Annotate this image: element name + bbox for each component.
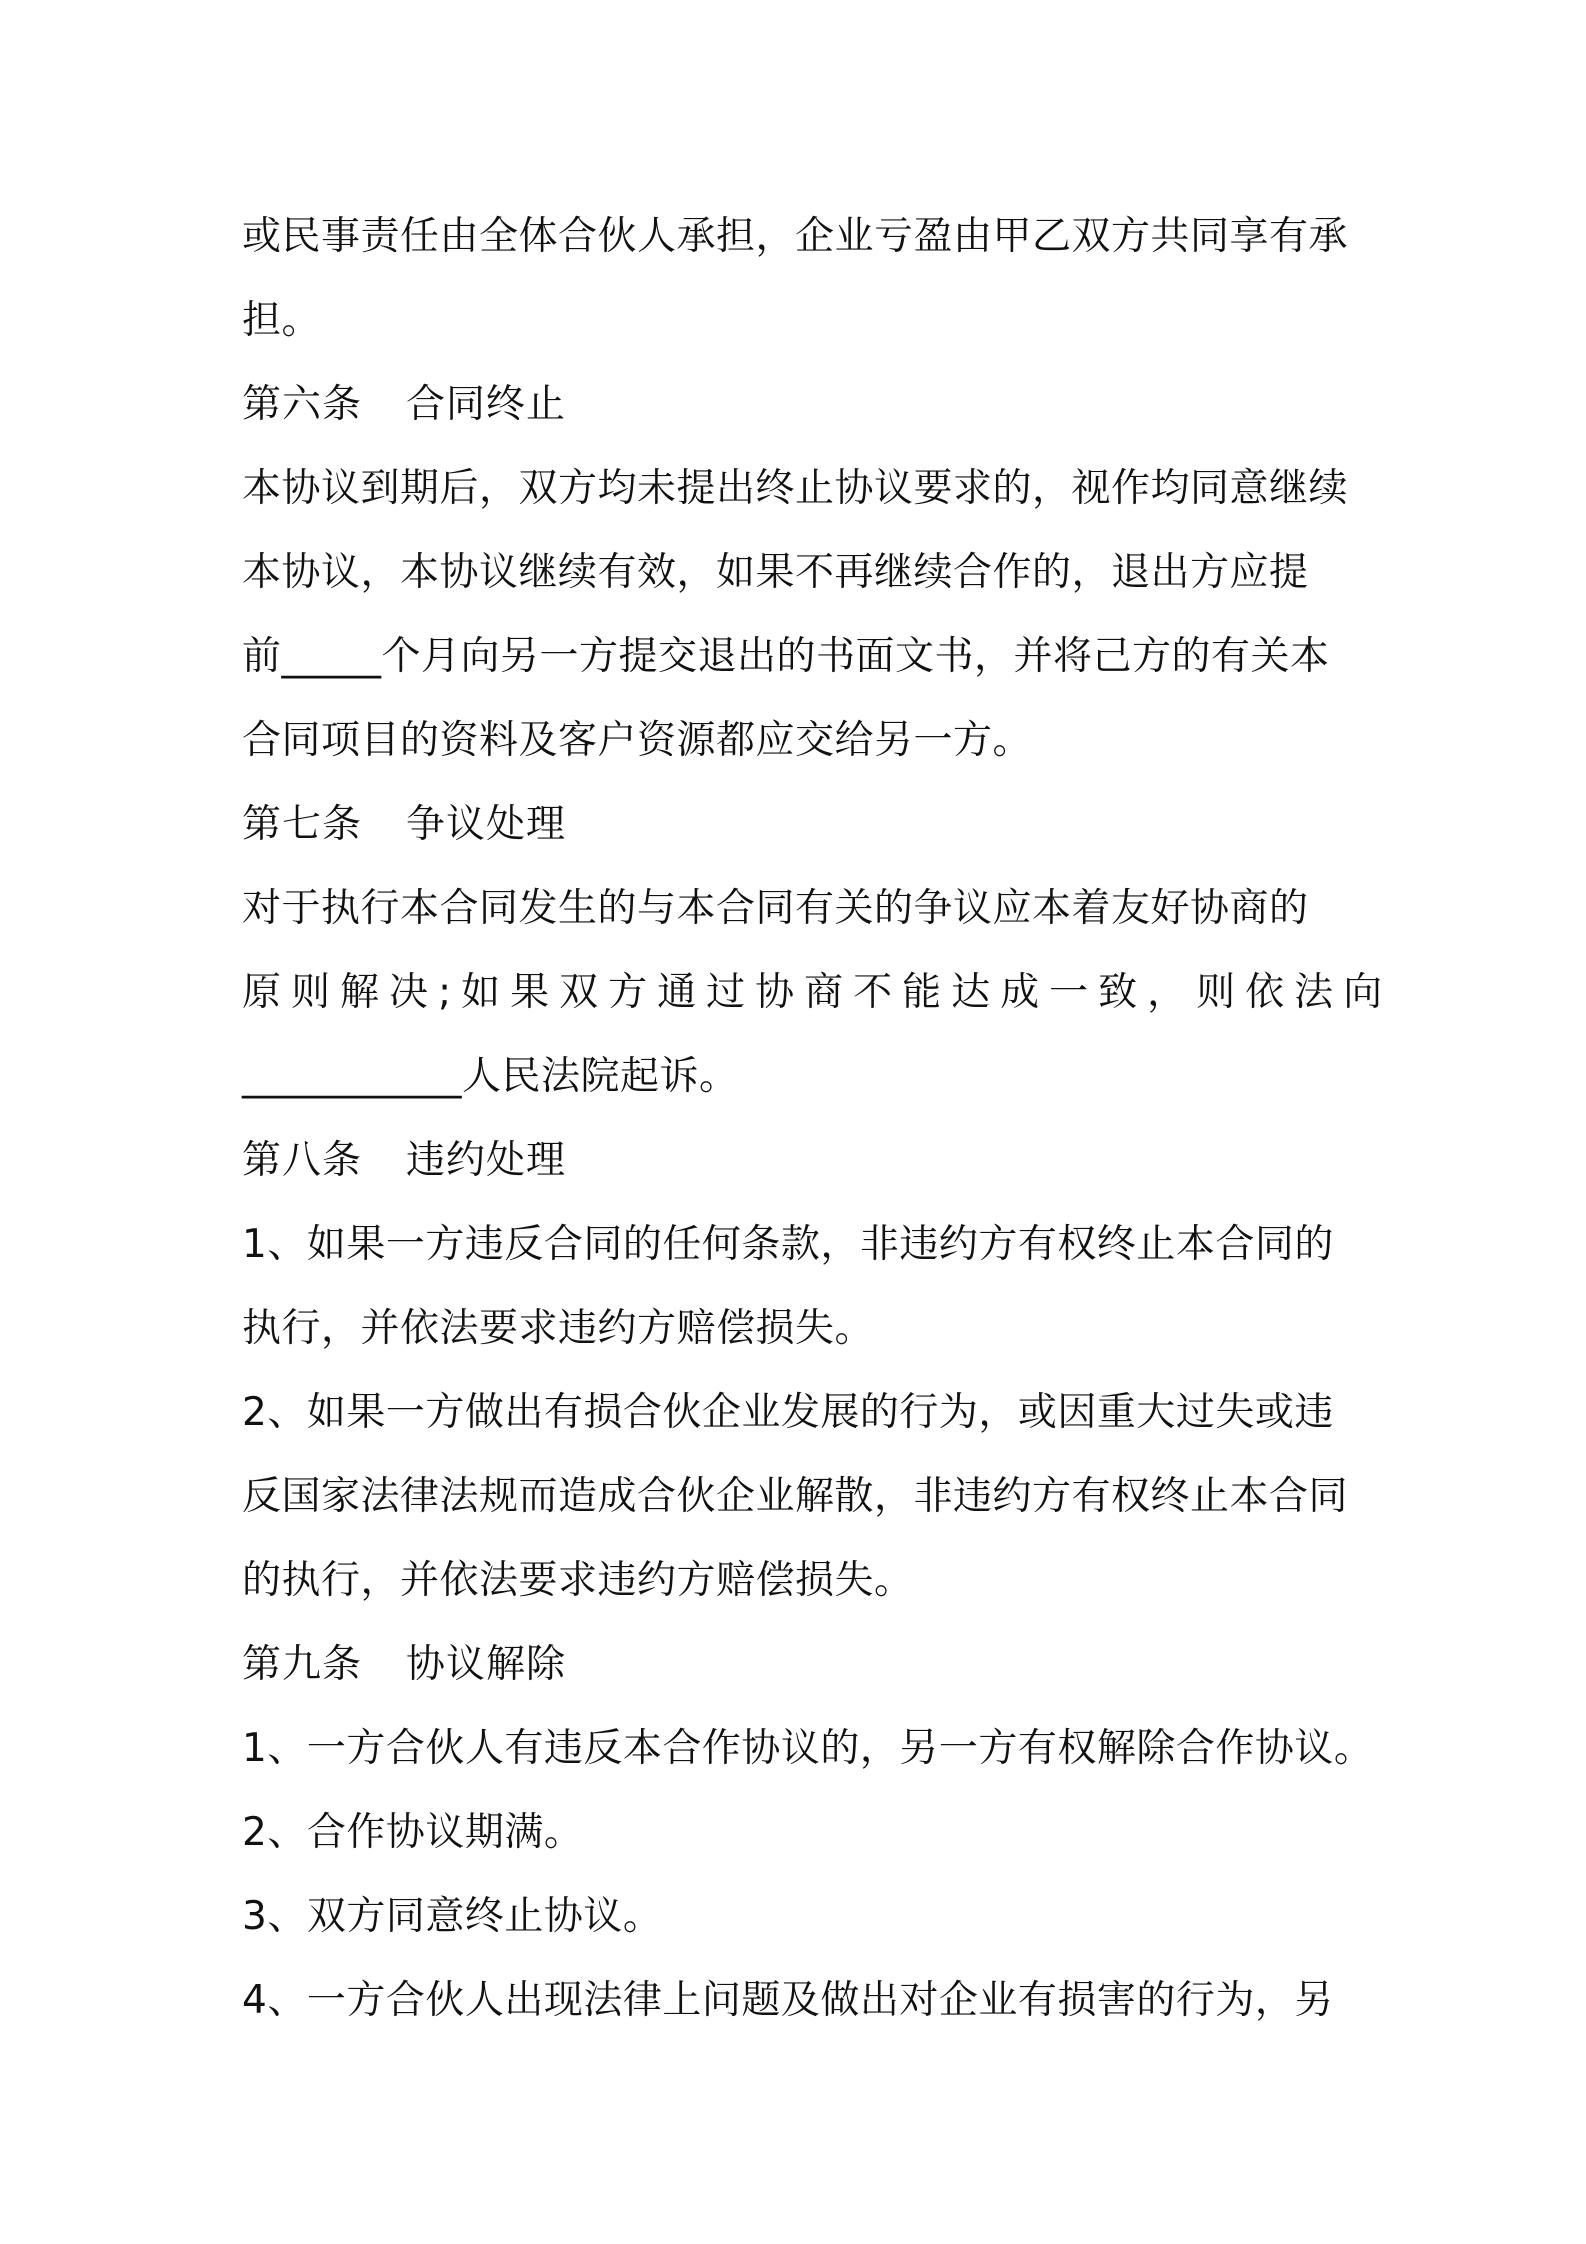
article-heading-9: [242, 1623, 1362, 1707]
article-title: 违约处理: [406, 1138, 567, 1183]
text-line: 前_____个月向另一方提交退出的书面文书，并将己方的有关本: [242, 634, 1330, 679]
text-line: 2、如果一方做出有损合伙企业发展的行为，或因重大过失或违: [242, 1390, 1334, 1435]
text-line: 3、双方同意终止协议。: [242, 1894, 663, 1939]
text-line: 1、如果一方违反合同的任何条款，非违约方有权终止本合同的: [242, 1222, 1334, 1267]
article-title: 争议处理: [406, 802, 567, 847]
text-line: 原则解决;如果双方通过协商不能达成一致，则依法向: [242, 970, 1393, 1015]
text-line: 2、合作协议期满。: [242, 1810, 584, 1855]
text-line: 担。: [242, 298, 322, 343]
text-line: 1、一方合伙人有违反本合作协议的，另一方有权解除合作协议。: [242, 1726, 1374, 1771]
article-title: 合同终止: [406, 382, 567, 427]
article-heading-6: [242, 363, 1362, 447]
text-line: 或民事责任由全体合伙人承担，企业亏盈由甲乙双方共同享有承: [242, 214, 1349, 259]
article-number: 第九条: [242, 1642, 363, 1687]
article-number: 第八条: [242, 1138, 363, 1183]
article-title: 协议解除: [406, 1642, 567, 1687]
text-line: ___________人民法院起诉。: [242, 1054, 739, 1099]
text-line: 合同项目的资料及客户资源都应交给另一方。: [242, 718, 1033, 763]
text-line: 反国家法律法规而造成合伙企业解散，非违约方有权终止本合同: [242, 1474, 1349, 1519]
text-line: 4、一方合伙人出现法律上问题及做出对企业有损害的行为，另: [242, 1978, 1334, 2023]
text-line: 的执行，并依法要求违约方赔偿损失。: [242, 1558, 914, 1603]
text-line: 本协议，本协议继续有效，如果不再继续合作的，退出方应提: [242, 550, 1309, 595]
text-line: 对于执行本合同发生的与本合同有关的争议应本着友好协商的: [242, 886, 1309, 931]
document-body: [242, 195, 1393, 2043]
text-line: 本协议到期后，双方均未提出终止协议要求的，视作均同意继续: [242, 466, 1349, 511]
article-heading-8: [242, 1119, 1362, 1203]
article-number: 第六条: [242, 382, 363, 427]
article-number: 第七条: [242, 802, 363, 847]
text-line: 执行，并依法要求违约方赔偿损失。: [242, 1306, 875, 1351]
article-heading-7: [242, 783, 1362, 867]
